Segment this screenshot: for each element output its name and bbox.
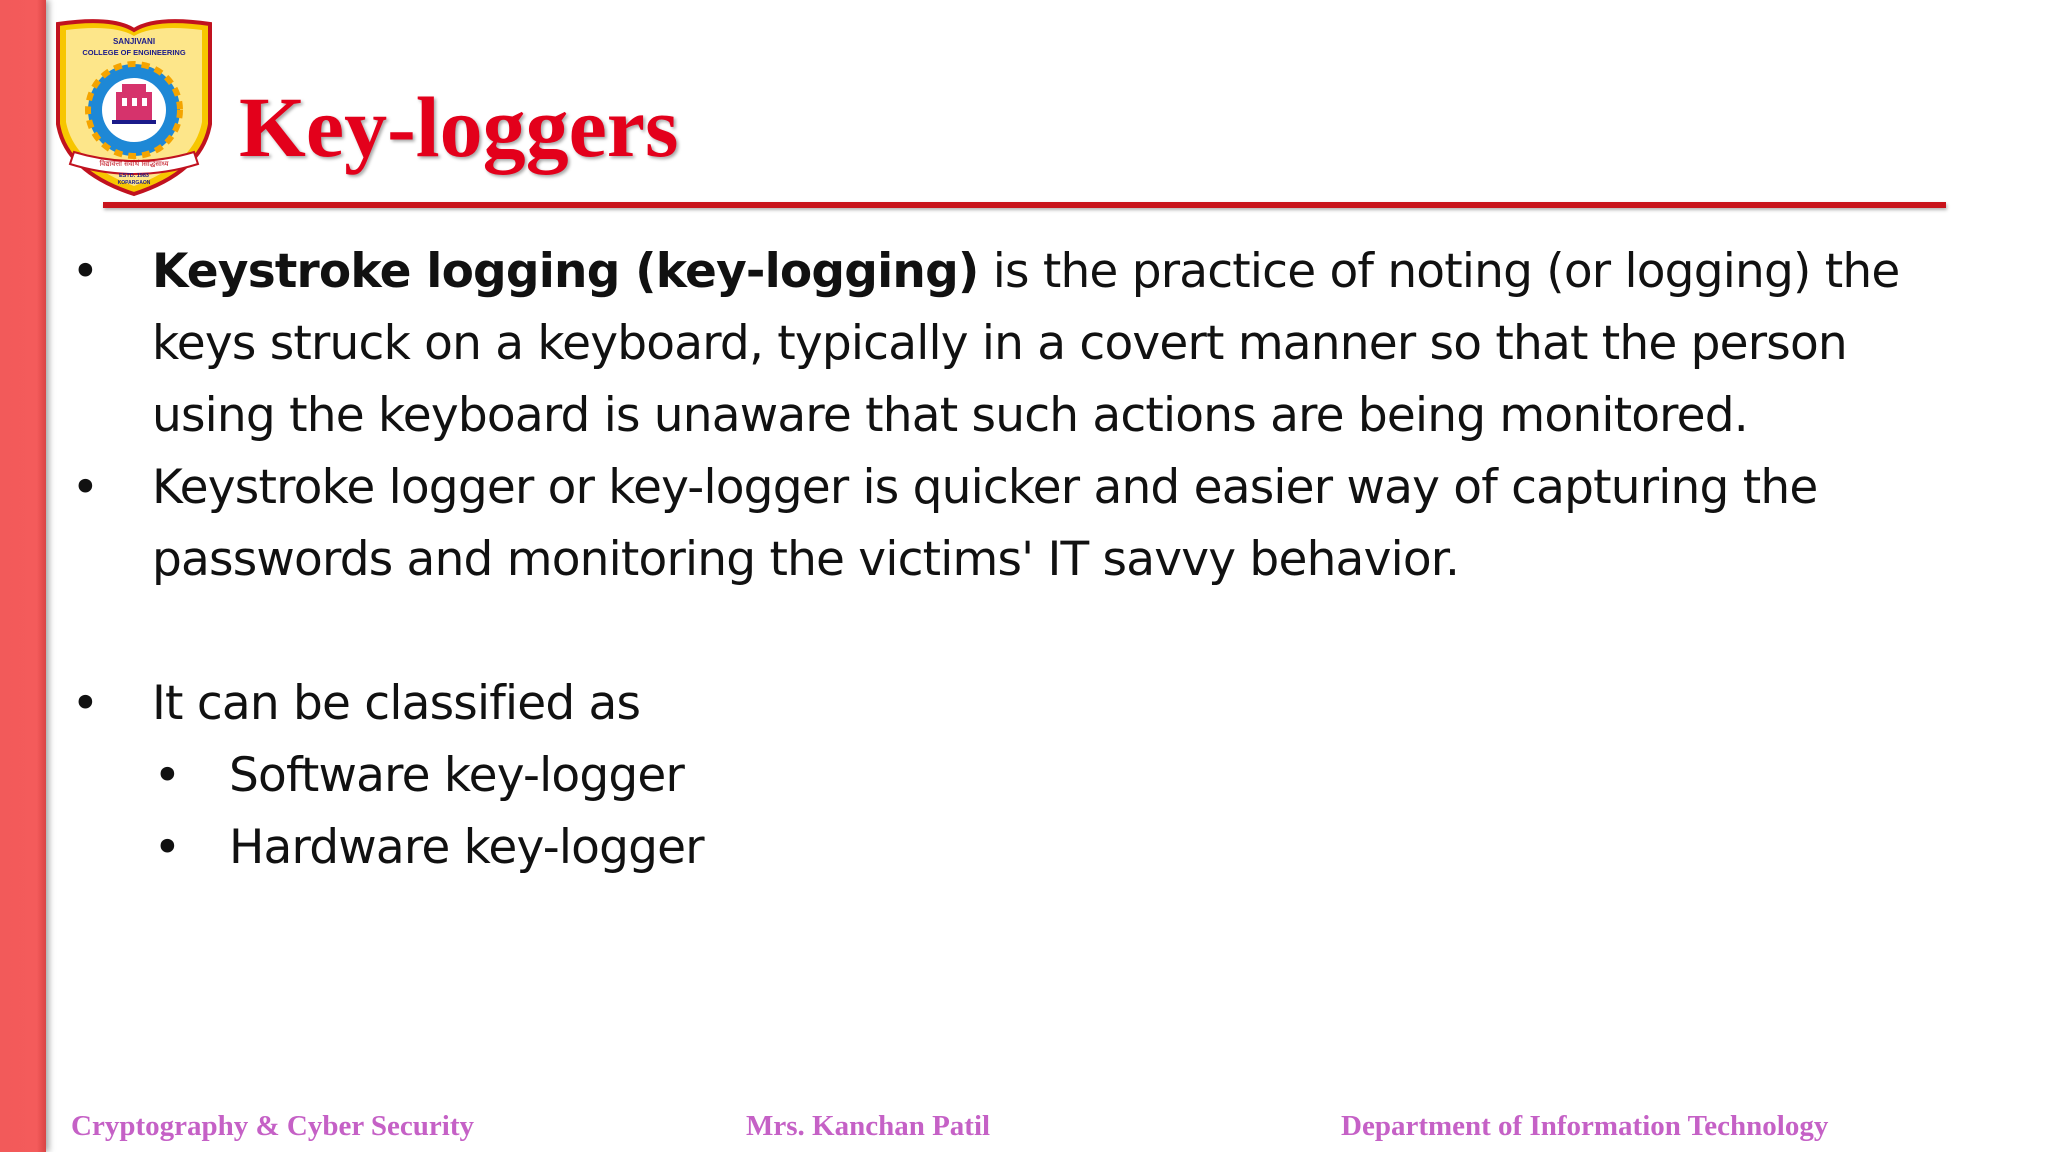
bullet-definition-line1-rest: is the practice of noting (or logging) the [978,244,1900,299]
logo-motto: विद्यावेत्ता सर्वार्थ सिद्धिसाध्य [99,160,169,168]
bullet-capturing-line1: Keystroke logger or key-logger is quicker and easier way of capturing the [152,460,1818,515]
side-accent-bar [0,0,46,1152]
sub-bullet-dot: • [153,820,181,875]
slide-title: Key-loggers [239,79,679,175]
sub-bullet-hardware [70,812,1970,884]
bullet-capturing [70,452,1970,596]
bullet-classification-text: It can be classified as [152,676,641,731]
bullet-definition [70,236,1970,452]
logo-line2: COLLEGE OF ENGINEERING [82,48,186,57]
title-underline [103,202,1946,208]
slide-body [70,236,1970,884]
college-crest-logo [52,14,216,198]
logo-estd: ESTD. 1983 [119,173,149,179]
footer-instructor: Mrs. Kanchan Patil [746,1110,991,1142]
bullet-dot: • [71,676,99,731]
sub-bullet-software [70,740,1970,812]
spacer [70,596,1970,668]
bullet-capturing-line2: passwords and monitoring the victims' IT savvy behavior. [152,532,1460,587]
sub-bullet-dot: • [153,748,181,803]
footer-department: Department of Information Technology [1341,1110,1829,1142]
bullet-definition-line3: using the keyboard is unaware that such actions are being monitored. [152,388,1748,443]
logo-line1: SANJIVANI [112,37,156,46]
footer-course: Cryptography & Cyber Security [71,1110,475,1142]
bullet-classification [70,668,1970,740]
bullet-dot: • [71,460,99,515]
bullet-definition-line1 [152,236,1970,308]
bullet-dot: • [71,244,99,299]
bullet-definition-line2: keys struck on a keyboard, typically in a covert manner so that the person [152,316,1847,371]
sub-bullet-hardware-text: Hardware key-logger [229,820,704,875]
logo-place: KOPARGAON [117,180,151,186]
sub-bullet-software-text: Software key-logger [229,748,685,803]
bold-term: Keystroke logging (key-logging) [152,244,979,299]
